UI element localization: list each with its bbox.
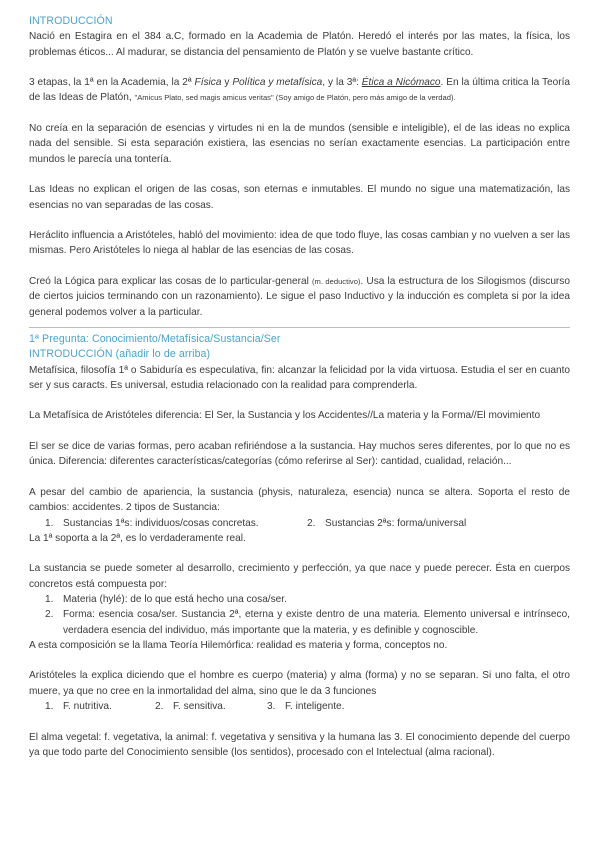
list-item: 2. F. sensitiva.: [155, 701, 226, 713]
list-item: 3. F. inteligente.: [267, 701, 345, 713]
list-item: 1. F. nutritiva.: [45, 701, 112, 713]
paragraph-diferencia: La Metafísica de Aristóteles diferencia: El Ser, la Sustancia y los Accidentes//La materia y la Forma//El movimiento: [29, 410, 541, 422]
paragraph-stages: 3 etapas, la 1ª en la Academia, la 2ª Física y Política y metafísica, y la 3ª: Ética a Nicómaco. En la última critica la Teoría de las Ideas de Platón, "Amicus Plato, sed magis amicus veritas" (Soy amigo de Platón, pero más amigo de la verdad).: [29, 77, 571, 104]
paragraph-sustancia: A pesar del cambio de apariencia, la sustancia (physis, naturaleza, esencia) nunca se altera. Soporta el resto de cambios: accidentes. 2 tipos de Sustancia:: [29, 486, 570, 514]
list-item: 1. Materia (hylé): de lo que está hecho una cosa/ser.: [45, 593, 287, 605]
paragraph-metafisica: Metafísica, filosofía 1ª o Sabiduría es especulativa, fin: alcanzar la felicidad por la vida virtuosa. Estudia el ser en cuanto ser y sus caracts. Es universal, estudia relacionado con la realidad para comprenderla.: [29, 364, 570, 391]
section-heading-introduccion: INTRODUCCIÓN: [29, 15, 113, 27]
list-composicion: [29, 592, 570, 638]
paragraph-separation: No creía en la separación de esencias y virtudes ni en la de mundos (sensible e inteligible), el de las ideas no explica nada del sensible. Si esta separación existiera, las esencias no serían exactamente esencias. La participación entre mundos le parecía una tontería.: [29, 123, 570, 165]
paragraph-ideas: Las Ideas no explican el origen de las cosas, son eternas e inmutables. El mundo no sigue una matematización, las esencias no van separadas de las cosas.: [29, 184, 570, 211]
paragraph-cuerpo-alma: Aristóteles la explica diciendo que el hombre es cuerpo (materia) y alma (forma) y no se separan. Si uno falta, el otro muere, ya que no cree en la inmortalidad del alma, sino que le da 3 funciones: [29, 670, 570, 697]
paragraph-soporta: La 1ª soporta a la 2ª, es lo verdaderamente real.: [29, 532, 246, 544]
list-item: 1. Sustancias 1ªs: individuos/cosas concretas.: [45, 517, 259, 529]
paragraph-alma-tipos: El alma vegetal: f. vegetativa, la animal: f. vegetativa y sensitiva y la humana las 3. El conocimiento depende del cuerpo ya que todo parte del Conocimiento sensible (los sentidos), procesado con el Intelectual (alma racional).: [29, 731, 570, 758]
section-divider: [29, 327, 570, 328]
paragraph-ser: El ser se dice de varias formas, pero acaban refiriéndose a la sustancia. Hay muchos seres diferentes, por lo que no es única. Diferencia: diferentes características/categorías (cómo referirse al Ser): cantidad, cualidad, relación...: [29, 441, 570, 468]
paragraph-heraclito: Heráclito influencia a Aristóteles, habló del movimiento: idea de que todo fluye, las cosas cambian y no vuelven a ser las mismas. Pero Aristóteles lo niega al hablar de las esencias de las cosas.: [29, 230, 570, 257]
list-sustancias: [29, 516, 570, 531]
paragraph-origin: Nació en Estagira en el 384 a.C, formado en la Academia de Platón. Heredó el interés por las mates, la física, los problemas éticos... Al madurar, se distancia del pensamiento de Platón y se vuelve bastante crítico.: [29, 31, 570, 58]
list-funciones: [29, 699, 570, 714]
question-heading: 1ª Pregunta: Conocimiento/Metafísica/Sustancia/Ser: [29, 332, 281, 345]
section-heading-introduccion-2: INTRODUCCIÓN (añadir lo de arriba): [29, 348, 211, 361]
paragraph-desarrollo: La sustancia se puede someter al desarrollo, crecimiento y perfección, ya que nace y puede perecer. Ésta en cuerpos concretos está compuesta por:: [29, 563, 570, 590]
paragraph-logica: Creó la Lógica para explicar las cosas de lo particular-general (m. deductivo). Usa la estructura de los Silogismos (discurso de ciertos juicios terminando con un razonamiento). Le sigue el paso Inductivo y la inducción es completa si por la idea general podemos volver a la particular.: [29, 276, 570, 318]
list-item: 2. Sustancias 2ªs: forma/universal: [307, 517, 467, 529]
list-item: 2. Forma: esencia cosa/ser. Sustancia 2ª, eterna y existe dentro de una materia. Elemento universal e intrínseco, verdadera esencia del individuo, más importante que la materia, y es definible y cognoscible.: [45, 609, 570, 636]
paragraph-hilemorfica: A esta composición se la llama Teoría Hilemórfica: realidad es materia y forma, conceptos no.: [29, 639, 448, 651]
